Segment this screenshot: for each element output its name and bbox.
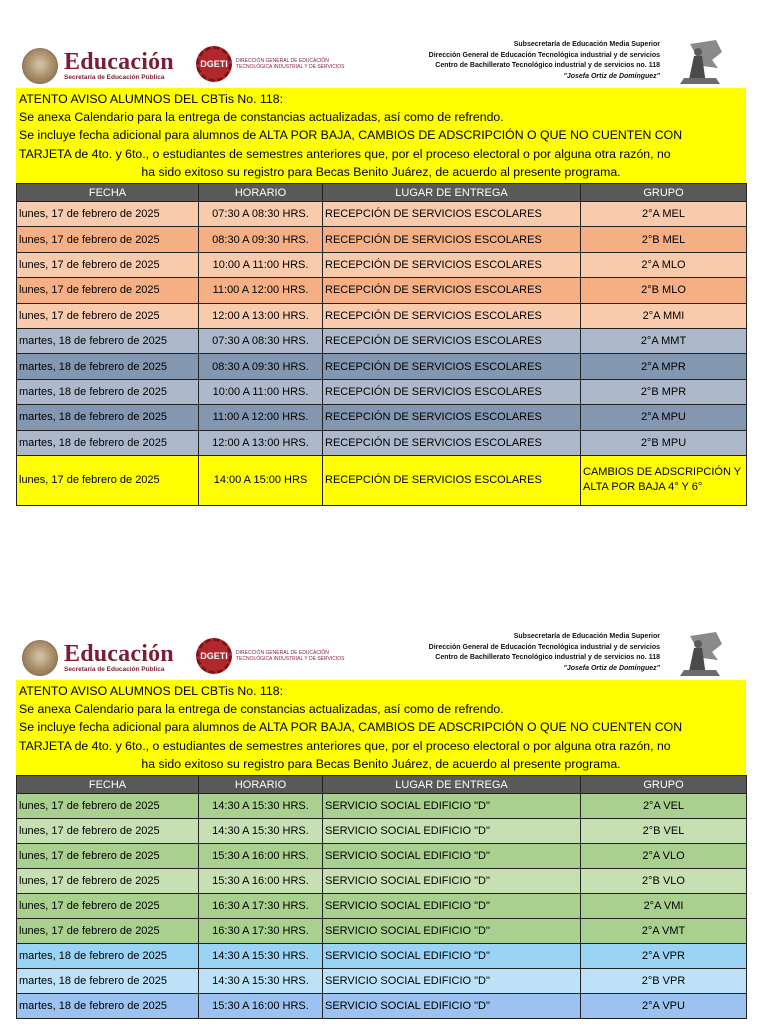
cell-grupo: 2°A MMI <box>581 303 747 328</box>
cell-horario: 15:30 A 16:00 HRS. <box>199 844 323 869</box>
educacion-subtitle: Secretaría de Educación Pública <box>64 74 165 82</box>
cell-fecha: lunes, 17 de febrero de 2025 <box>17 303 199 328</box>
column-header-lugar: LUGAR DE ENTREGA <box>323 776 581 794</box>
cell-lugar: SERVICIO SOCIAL EDIFICIO "D" <box>323 819 581 844</box>
column-header-horario: HORARIO <box>199 184 323 202</box>
table-row <box>17 303 747 328</box>
letterhead <box>16 38 746 88</box>
cell-lugar: RECEPCIÓN DE SERVICIOS ESCOLARES <box>323 227 581 252</box>
table-row <box>17 869 747 894</box>
cell-horario: 14:30 A 15:30 HRS. <box>199 944 323 969</box>
table-row <box>17 252 747 277</box>
cell-fecha: martes, 18 de febrero de 2025 <box>17 994 199 1019</box>
cell-lugar: SERVICIO SOCIAL EDIFICIO "D" <box>323 894 581 919</box>
cell-horario: 14:30 A 15:30 HRS. <box>199 969 323 994</box>
cell-fecha: lunes, 17 de febrero de 2025 <box>17 794 199 819</box>
cell-lugar: RECEPCIÓN DE SERVICIOS ESCOLARES <box>323 405 581 430</box>
cell-lugar: RECEPCIÓN DE SERVICIOS ESCOLARES <box>323 202 581 227</box>
institution-line: Subsecretaría de Educación Media Superior <box>513 633 660 640</box>
cell-fecha: lunes, 17 de febrero de 2025 <box>17 819 199 844</box>
table-row <box>17 794 747 819</box>
cell-fecha: martes, 18 de febrero de 2025 <box>17 969 199 994</box>
table-row <box>17 328 747 353</box>
cell-grupo: 2°A MLO <box>581 252 747 277</box>
institution-line: "Josefa Ortiz de Domínguez" <box>563 664 660 672</box>
cell-grupo: 2°B MPU <box>581 430 747 455</box>
cell-lugar: SERVICIO SOCIAL EDIFICIO "D" <box>323 944 581 969</box>
cell-fecha: martes, 18 de febrero de 2025 <box>17 328 199 353</box>
schedule-section-1 <box>16 38 746 506</box>
column-header-fecha: FECHA <box>17 776 199 794</box>
table-row <box>17 844 747 869</box>
institution-block <box>429 40 660 82</box>
flag-monument-icon <box>672 630 728 678</box>
institution-line: Dirección General de Educación Tecnológica industrial y de servicios <box>428 643 660 651</box>
institution-block <box>429 632 660 674</box>
table-header-row <box>17 776 747 794</box>
letterhead <box>16 630 746 680</box>
cell-fecha: martes, 18 de febrero de 2025 <box>17 430 199 455</box>
educacion-word: Educación <box>64 49 174 76</box>
column-header-fecha: FECHA <box>17 184 199 202</box>
cell-lugar: RECEPCIÓN DE SERVICIOS ESCOLARES <box>323 303 581 328</box>
institution-line: Dirección General de Educación Tecnológica industrial y de servicios <box>428 51 660 59</box>
cell-fecha: martes, 18 de febrero de 2025 <box>17 354 199 379</box>
cell-horario: 16:30 A 17:30 HRS. <box>199 894 323 919</box>
schedule-section-2 <box>16 630 746 1019</box>
national-seal-icon <box>22 640 58 676</box>
cell-fecha: lunes, 17 de febrero de 2025 <box>17 202 199 227</box>
cell-fecha: lunes, 17 de febrero de 2025 <box>17 844 199 869</box>
cell-grupo: CAMBIOS DE ADSCRIPCIÓN Y ALTA POR BAJA 4° Y 6° <box>581 455 747 505</box>
cell-grupo: 2°B MLO <box>581 278 747 303</box>
cell-horario: 10:00 A 11:00 HRS. <box>199 379 323 404</box>
cell-grupo: 2°A VLO <box>581 844 747 869</box>
cell-grupo: 2°A VPR <box>581 944 747 969</box>
notice-line: Se incluye fecha adicional para alumnos de ALTA POR BAJA, CAMBIOS DE ADSCRIPCIÓN O QUE NO CUENTEN CON <box>19 128 683 143</box>
notice-line: Se anexa Calendario para la entrega de constancias actualizadas, así como de refrendo. <box>19 702 504 717</box>
notice-line: Se incluye fecha adicional para alumnos de ALTA POR BAJA, CAMBIOS DE ADSCRIPCIÓN O QUE NO CUENTEN CON <box>19 720 683 735</box>
cell-lugar: RECEPCIÓN DE SERVICIOS ESCOLARES <box>323 379 581 404</box>
dgeti-text: DIRECCIÓN GENERAL DE EDUCACIÓN TECNOLÓGICA INDUSTRIAL Y DE SERVICIOS <box>236 57 345 70</box>
notice-line: TARJETA de 4to. y 6to., o estudiantes de semestres anteriores que, por el proceso electoral o por alguna otra razón, no <box>19 738 671 753</box>
cell-horario: 10:00 A 11:00 HRS. <box>199 252 323 277</box>
cell-lugar: RECEPCIÓN DE SERVICIOS ESCOLARES <box>323 278 581 303</box>
cell-horario: 07:30 A 08:30 HRS. <box>199 328 323 353</box>
table-row <box>17 819 747 844</box>
cell-lugar: RECEPCIÓN DE SERVICIOS ESCOLARES <box>323 455 581 505</box>
institution-line: Centro de Bachillerato Tecnológico industrial y de servicios no. 118 <box>435 654 660 662</box>
schedule-table-2 <box>16 775 747 1019</box>
table-row <box>17 994 747 1019</box>
cell-lugar: SERVICIO SOCIAL EDIFICIO "D" <box>323 919 581 944</box>
table-row <box>17 455 747 505</box>
cell-horario: 15:30 A 16:00 HRS. <box>199 869 323 894</box>
cell-lugar: SERVICIO SOCIAL EDIFICIO "D" <box>323 869 581 894</box>
cell-fecha: lunes, 17 de febrero de 2025 <box>17 227 199 252</box>
cell-horario: 16:30 A 17:30 HRS. <box>199 919 323 944</box>
cell-fecha: martes, 18 de febrero de 2025 <box>17 944 199 969</box>
cell-fecha: lunes, 17 de febrero de 2025 <box>17 869 199 894</box>
cell-fecha: lunes, 17 de febrero de 2025 <box>17 278 199 303</box>
cell-horario: 11:00 A 12:00 HRS. <box>199 278 323 303</box>
cell-horario: 15:30 A 16:00 HRS. <box>199 994 323 1019</box>
cell-grupo: 2°A VEL <box>581 794 747 819</box>
column-header-grupo: GRUPO <box>581 776 747 794</box>
cell-fecha: martes, 18 de febrero de 2025 <box>17 405 199 430</box>
column-header-horario: HORARIO <box>199 776 323 794</box>
educacion-logo <box>22 640 174 676</box>
cell-lugar: SERVICIO SOCIAL EDIFICIO "D" <box>323 844 581 869</box>
table-row <box>17 379 747 404</box>
cell-grupo: 2°B VEL <box>581 819 747 844</box>
educacion-subtitle: Secretaría de Educación Pública <box>64 666 165 674</box>
cell-fecha: lunes, 17 de febrero de 2025 <box>17 894 199 919</box>
table-row <box>17 894 747 919</box>
institution-line: "Josefa Ortiz de Domínguez" <box>563 72 660 80</box>
cell-grupo: 2°A MPR <box>581 354 747 379</box>
notice-box <box>16 680 746 775</box>
cell-grupo: 2°B MEL <box>581 227 747 252</box>
cell-grupo: 2°A VPU <box>581 994 747 1019</box>
cell-horario: 14:30 A 15:30 HRS. <box>199 794 323 819</box>
table-row <box>17 202 747 227</box>
cell-lugar: RECEPCIÓN DE SERVICIOS ESCOLARES <box>323 252 581 277</box>
cell-horario: 08:30 A 09:30 HRS. <box>199 354 323 379</box>
table-row <box>17 969 747 994</box>
table-row <box>17 354 747 379</box>
institution-line: Subsecretaría de Educación Media Superior <box>513 41 660 48</box>
gear-icon: DGETI <box>196 46 232 82</box>
cell-fecha: lunes, 17 de febrero de 2025 <box>17 919 199 944</box>
cell-horario: 14:30 A 15:30 HRS. <box>199 819 323 844</box>
cell-grupo: 2°B VLO <box>581 869 747 894</box>
cell-lugar: SERVICIO SOCIAL EDIFICIO "D" <box>323 969 581 994</box>
cell-fecha: lunes, 17 de febrero de 2025 <box>17 455 199 505</box>
notice-line: ha sido exitoso su registro para Becas Benito Juárez, de acuerdo al presente programa. <box>141 756 621 771</box>
table-row <box>17 430 747 455</box>
table-row <box>17 278 747 303</box>
cell-grupo: 2°A MEL <box>581 202 747 227</box>
cell-horario: 11:00 A 12:00 HRS. <box>199 405 323 430</box>
educacion-logo <box>22 48 174 84</box>
cell-lugar: RECEPCIÓN DE SERVICIOS ESCOLARES <box>323 354 581 379</box>
table-row <box>17 944 747 969</box>
cell-fecha: martes, 18 de febrero de 2025 <box>17 379 199 404</box>
cell-horario: 12:00 A 13:00 HRS. <box>199 430 323 455</box>
table-row <box>17 405 747 430</box>
cell-grupo: 2°A MMT <box>581 328 747 353</box>
cell-horario: 07:30 A 08:30 HRS. <box>199 202 323 227</box>
national-seal-icon <box>22 48 58 84</box>
cell-grupo: 2°B MPR <box>581 379 747 404</box>
schedule-table-1 <box>16 183 747 506</box>
notice-line: ATENTO AVISO ALUMNOS DEL CBTis No. 118: <box>19 684 284 698</box>
cell-horario: 08:30 A 09:30 HRS. <box>199 227 323 252</box>
flag-monument-icon <box>672 38 728 86</box>
dgeti-logo <box>196 46 346 82</box>
educacion-word: Educación <box>64 641 174 668</box>
notice-line: ATENTO AVISO ALUMNOS DEL CBTis No. 118: <box>19 92 284 106</box>
dgeti-text: DIRECCIÓN GENERAL DE EDUCACIÓN TECNOLÓGICA INDUSTRIAL Y DE SERVICIOS <box>236 649 345 662</box>
dgeti-logo <box>196 638 346 674</box>
cell-lugar: RECEPCIÓN DE SERVICIOS ESCOLARES <box>323 430 581 455</box>
table-row <box>17 919 747 944</box>
table-row <box>17 227 747 252</box>
notice-line: Se anexa Calendario para la entrega de constancias actualizadas, así como de refrendo. <box>19 110 504 125</box>
column-header-lugar: LUGAR DE ENTREGA <box>323 184 581 202</box>
institution-line: Centro de Bachillerato Tecnológico industrial y de servicios no. 118 <box>435 62 660 70</box>
gear-icon: DGETI <box>196 638 232 674</box>
cell-lugar: SERVICIO SOCIAL EDIFICIO "D" <box>323 994 581 1019</box>
cell-horario: 12:00 A 13:00 HRS. <box>199 303 323 328</box>
table-header-row <box>17 184 747 202</box>
cell-grupo: 2°A VMT <box>581 919 747 944</box>
cell-lugar: RECEPCIÓN DE SERVICIOS ESCOLARES <box>323 328 581 353</box>
notice-line: TARJETA de 4to. y 6to., o estudiantes de semestres anteriores que, por el proceso electoral o por alguna otra razón, no <box>19 146 671 161</box>
cell-lugar: SERVICIO SOCIAL EDIFICIO "D" <box>323 794 581 819</box>
notice-line: ha sido exitoso su registro para Becas Benito Juárez, de acuerdo al presente programa. <box>141 164 621 179</box>
cell-fecha: lunes, 17 de febrero de 2025 <box>17 252 199 277</box>
column-header-grupo: GRUPO <box>581 184 747 202</box>
cell-grupo: 2°A MPU <box>581 405 747 430</box>
cell-grupo: 2°B VPR <box>581 969 747 994</box>
cell-horario: 14:00 A 15:00 HRS <box>199 455 323 505</box>
cell-grupo: 2°A VMI <box>581 894 747 919</box>
notice-box <box>16 88 746 183</box>
